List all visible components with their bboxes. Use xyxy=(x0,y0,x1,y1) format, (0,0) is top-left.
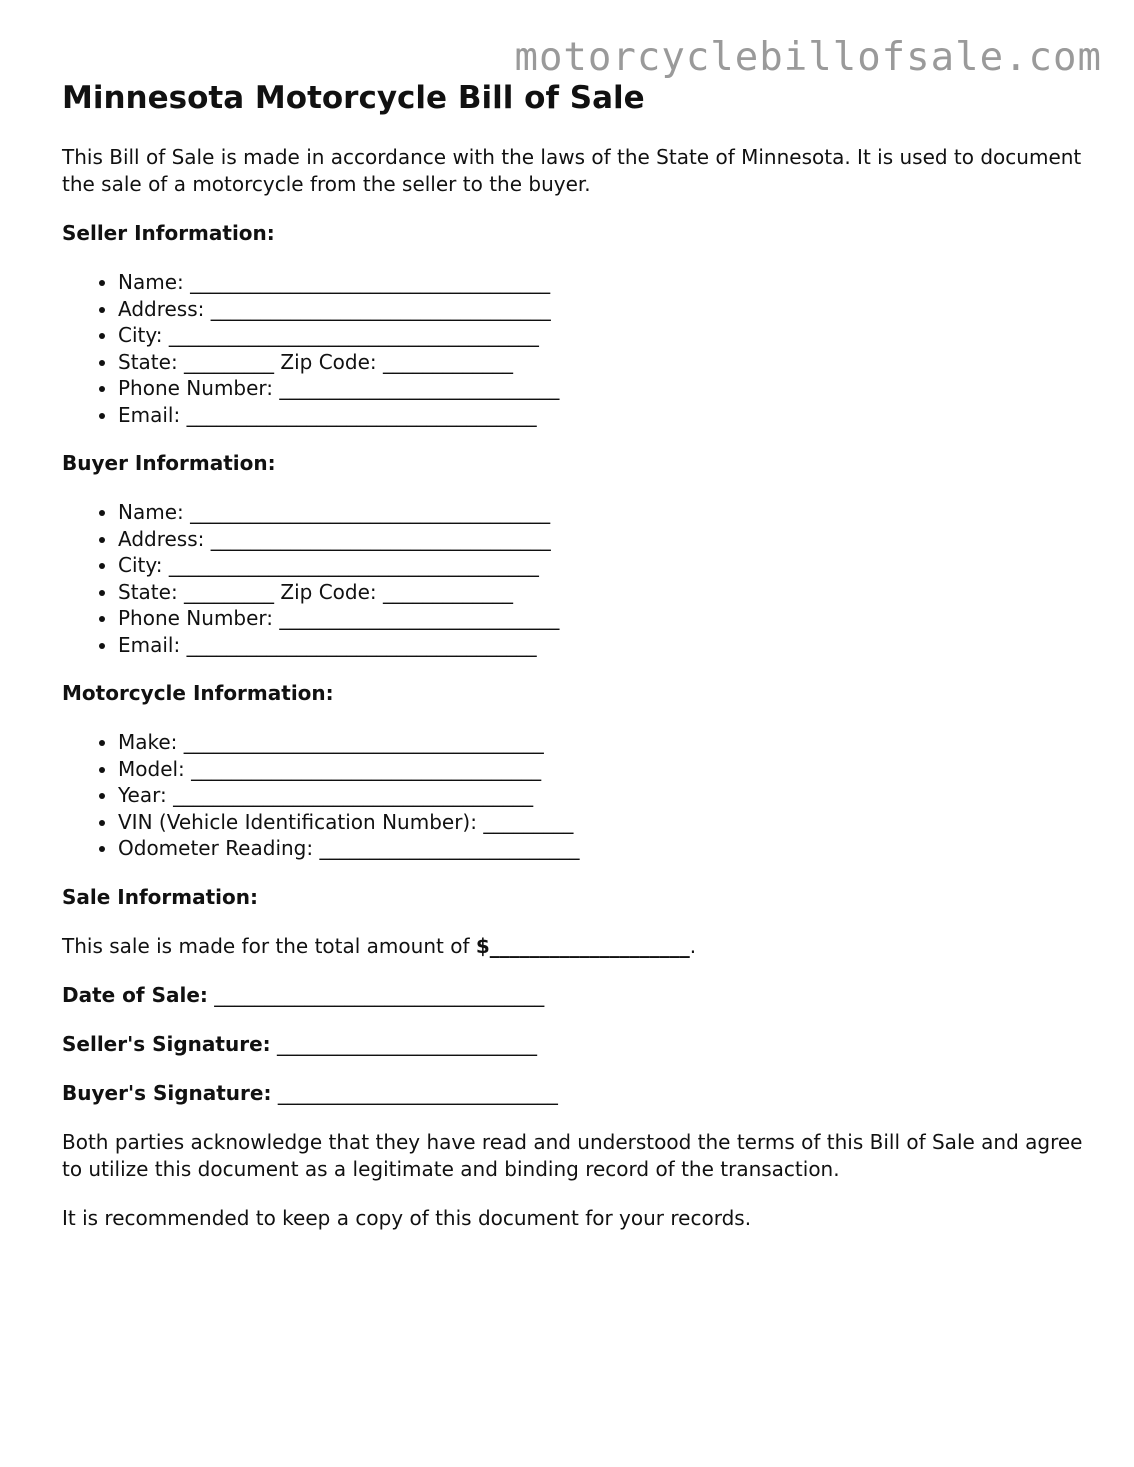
intro-paragraph: This Bill of Sale is made in accordance with the laws of the State of Minnesota. It is used to document the sale of a motorcycle from the seller to the buyer. xyxy=(62,145,1082,196)
seller-phone-field[interactable]: • Phone Number: ____________________________ xyxy=(118,375,1092,402)
buyer-name-field[interactable]: • Name: ____________________________________ xyxy=(118,499,1092,526)
buyer-phone-field[interactable]: • Phone Number: ____________________________ xyxy=(118,605,1092,632)
motorcycle-year-field[interactable]: • Year: ____________________________________ xyxy=(118,782,1092,809)
motorcycle-make-field[interactable]: • Make: ____________________________________ xyxy=(118,729,1092,756)
sale-amount-field[interactable]: $____________________ xyxy=(475,933,690,958)
motorcycle-heading: Motorcycle Information: xyxy=(62,681,334,705)
motorcycle-odometer-field[interactable]: • Odometer Reading: __________________________ xyxy=(118,835,1092,862)
watermark: motorcyclebillofsale.com xyxy=(514,35,1102,80)
seller-city-field[interactable]: • City: _____________________________________ xyxy=(118,322,1092,349)
motorcycle-model-field[interactable]: • Model: ___________________________________ xyxy=(118,756,1092,783)
date-of-sale-label: Date of Sale: xyxy=(62,982,208,1007)
seller-fields-list xyxy=(62,269,1092,428)
seller-signature-line xyxy=(62,1031,1092,1058)
buyer-city-field[interactable]: • City: _____________________________________ xyxy=(118,552,1092,579)
motorcycle-vin-field[interactable]: • VIN (Vehicle Identification Number): _________ xyxy=(118,809,1092,836)
sale-heading: Sale Information: xyxy=(62,884,258,909)
seller-heading: Seller Information: xyxy=(62,221,275,245)
recommendation-paragraph: It is recommended to keep a copy of this document for your records. xyxy=(62,1205,752,1230)
buyer-heading: Buyer Information: xyxy=(62,451,276,475)
buyer-signature-field[interactable]: ____________________________ xyxy=(271,1080,558,1105)
page-title: Minnesota Motorcycle Bill of Sale xyxy=(62,80,645,116)
seller-email-field[interactable]: • Email: ___________________________________ xyxy=(118,402,1092,429)
seller-state-zip-field[interactable]: • State: _________ Zip Code: _____________ xyxy=(118,349,1092,376)
buyer-address-field[interactable]: • Address: __________________________________ xyxy=(118,526,1092,553)
document-page xyxy=(62,78,1092,1232)
buyer-fields-list xyxy=(62,499,1092,658)
buyer-email-field[interactable]: • Email: ___________________________________ xyxy=(118,632,1092,659)
sale-amount-line xyxy=(62,933,1092,960)
sale-amount-suffix: . xyxy=(689,933,697,958)
seller-address-field[interactable]: • Address: __________________________________ xyxy=(118,296,1092,323)
buyer-signature-label: Buyer's Signature: xyxy=(62,1080,272,1105)
date-of-sale-line xyxy=(62,982,1092,1009)
buyer-signature-line xyxy=(62,1080,1092,1107)
seller-name-field[interactable]: • Name: ____________________________________ xyxy=(118,269,1092,296)
date-of-sale-field[interactable]: _________________________________ xyxy=(207,982,545,1007)
motorcycle-fields-list xyxy=(62,729,1092,862)
seller-signature-field[interactable]: __________________________ xyxy=(270,1031,537,1056)
seller-signature-label: Seller's Signature: xyxy=(62,1031,271,1056)
buyer-state-zip-field[interactable]: • State: _________ Zip Code: _____________ xyxy=(118,579,1092,606)
sale-amount-text: This sale is made for the total amount of xyxy=(62,933,476,958)
acknowledgement-paragraph: Both parties acknowledge that they have read and understood the terms of this Bill of Sale and agree to utilize this document as a legitimate and binding record of the transaction. xyxy=(62,1129,1083,1181)
